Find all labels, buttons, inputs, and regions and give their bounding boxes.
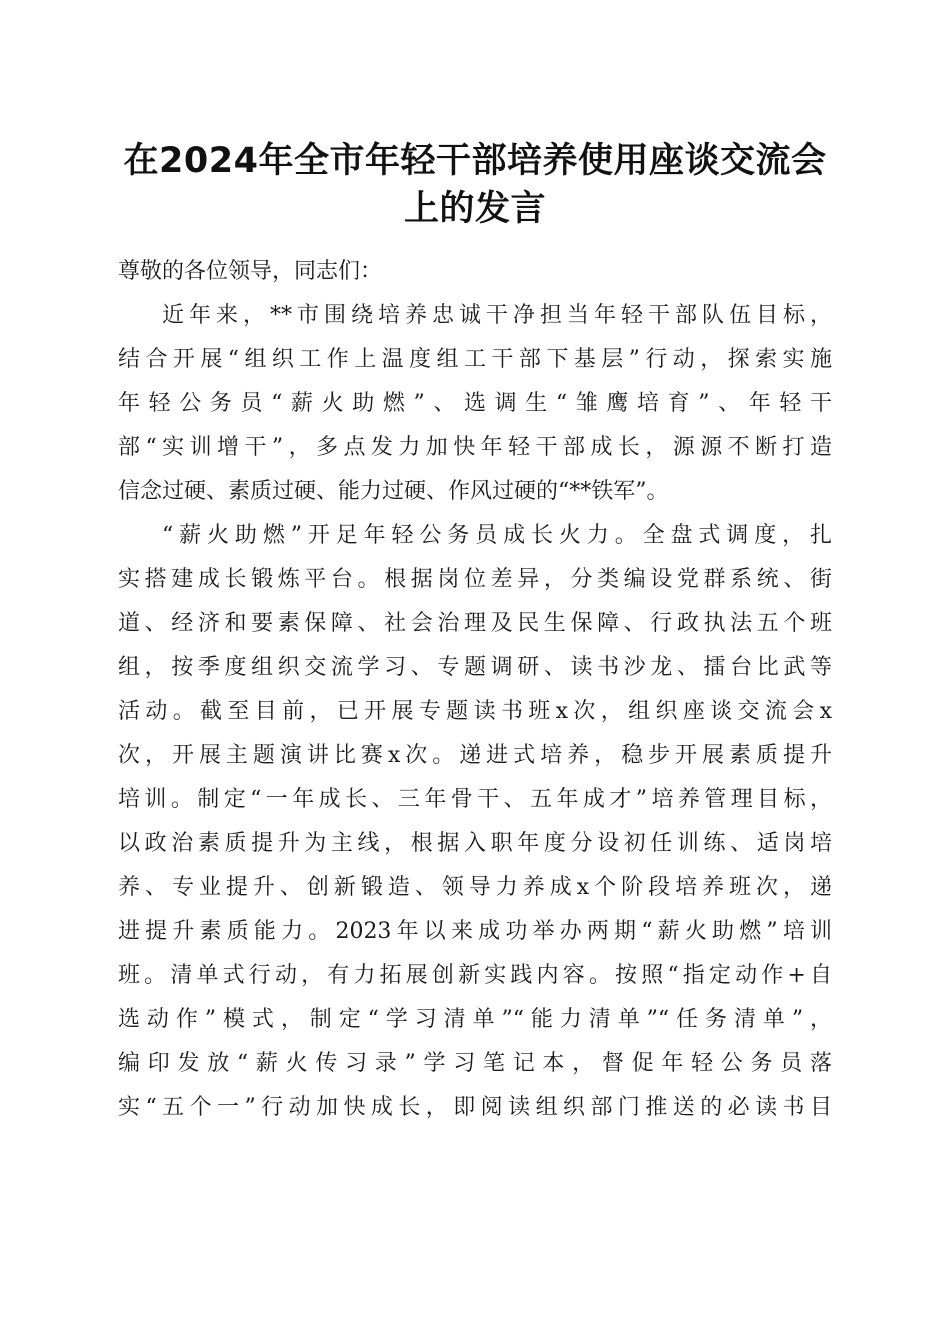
paragraph-1-line: 部“实训增干”，多点发力加快年轻干部成长，源源不断打造 — [118, 435, 832, 460]
paragraph-1-line: 信念过硬、素质过硬、能力过硬、作风过硬的“**铁军”。 — [118, 479, 669, 504]
paragraph-2-line: 培训。制定“一年成长、三年骨干、五年成才”培养管理目标， — [118, 787, 832, 812]
salutation: 尊敬的各位领导，同志们： — [118, 259, 383, 284]
document-body — [118, 250, 832, 1130]
paragraph-1-line: 结合开展“组织工作上温度组工干部下基层”行动，探索实施 — [118, 347, 832, 372]
title-line-2: 上的发言 — [403, 189, 546, 229]
paragraph-2-line: 活动。截至目前，已开展专题读书班x次，组织座谈交流会x — [118, 699, 832, 724]
paragraph-2-line: 编印发放“薪火传习录”学习笔记本，督促年轻公务员落 — [118, 1051, 832, 1076]
paragraph-2-line: 次，开展主题演讲比赛x次。递进式培养，稳步开展素质提升 — [118, 743, 832, 768]
paragraph-2-line: 实“五个一”行动加快成长，即阅读组织部门推送的必读书目 — [118, 1095, 832, 1120]
paragraph-2-line: 进提升素质能力。2023年以来成功举办两期“薪火助燃”培训 — [118, 919, 832, 944]
title-line-1: 在2024年全市年轻干部培养使用座谈交流会 — [123, 141, 827, 181]
paragraph-1-line: 近年来，**市围绕培养忠诚干净担当年轻干部队伍目标， — [162, 303, 832, 328]
paragraph-2-line: 组，按季度组织交流学习、专题调研、读书沙龙、擂台比武等 — [118, 655, 832, 680]
paragraph-2-line: 养、专业提升、创新锻造、领导力养成x个阶段培养班次，递 — [118, 875, 832, 900]
paragraph-2-line: 以政治素质提升为主线，根据入职年度分设初任训练、适岗培 — [118, 831, 832, 856]
paragraph-2-line: 道、经济和要素保障、社会治理及民生保障、行政执法五个班 — [118, 611, 832, 636]
paragraph-2-line: 班。清单式行动，有力拓展创新实践内容。按照“指定动作+自 — [118, 963, 832, 988]
paragraph-2-line: 选动作”模式，制定“学习清单”“能力清单”“任务清单”， — [118, 1007, 832, 1032]
paragraph-1-line: 年轻公务员“薪火助燃”、选调生“雏鹰培育”、年轻干 — [118, 391, 832, 416]
document-title — [118, 137, 832, 233]
paragraph-2-line: “薪火助燃”开足年轻公务员成长火力。全盘式调度，扎 — [162, 523, 832, 548]
paragraph-2-line: 实搭建成长锻炼平台。根据岗位差异，分类编设党群系统、街 — [118, 567, 832, 592]
